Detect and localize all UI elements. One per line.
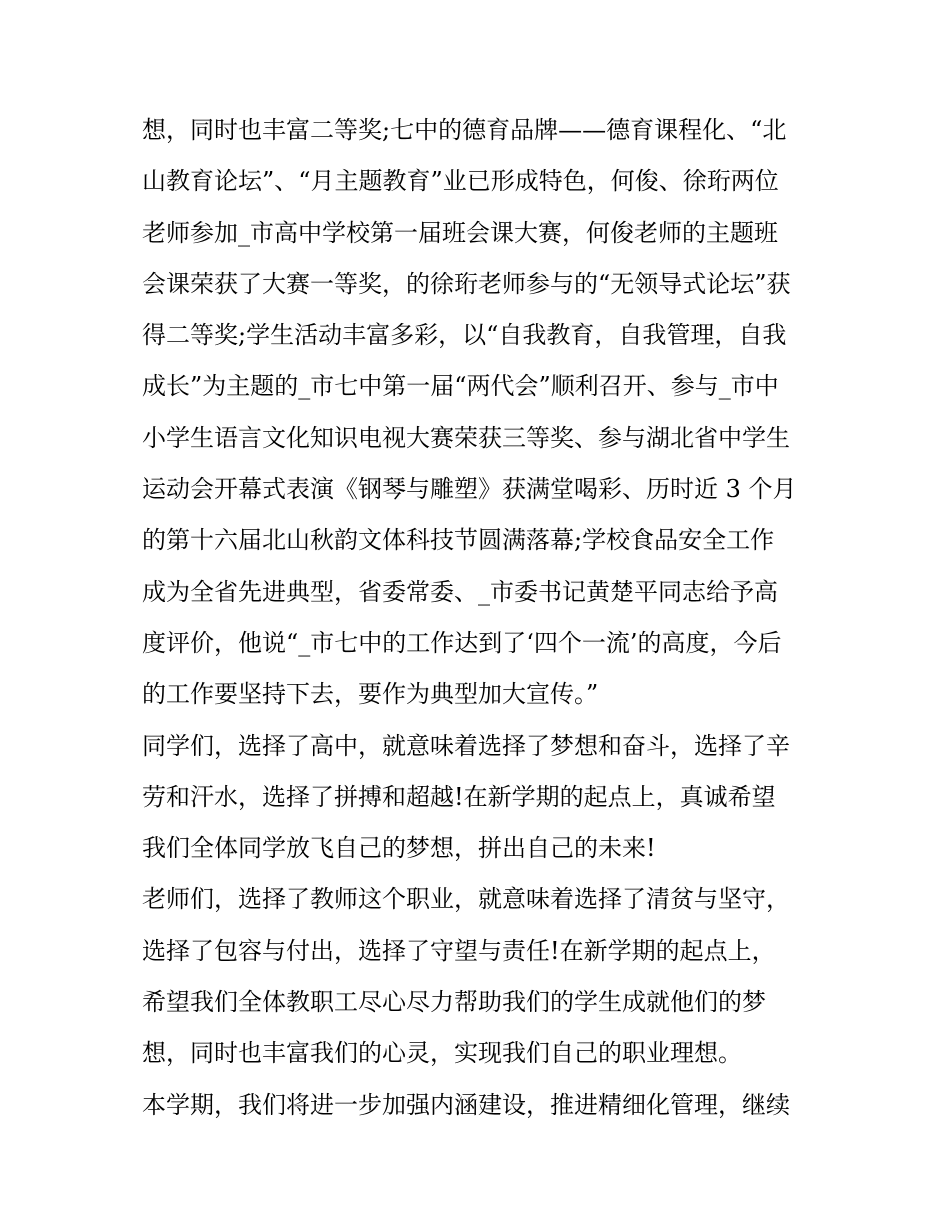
text-line-10: 成为全省先进典型，省委常委、_市委书记黄楚平同志给予高 (142, 577, 778, 606)
text-line-9: 的第十六届北山秋韵文体科技节圆满落幕;学校食品安全工作 (142, 526, 775, 555)
text-line-16: 老师们，选择了教师这个职业，就意味着选择了清贫与坚守， (142, 885, 790, 914)
text-line-17: 选择了包容与付出，选择了守望与责任!在新学期的起点上， (142, 936, 776, 965)
text-line-12: 的工作要坚持下去，要作为典型加大宣传。” (142, 680, 599, 709)
body-text (142, 105, 832, 1131)
text-line-8: 运动会开幕式表演《钢琴与雕塑》获满堂喝彩、历时近 3 个月 (142, 475, 797, 504)
text-line-5: 得二等奖;学生活动丰富多彩，以“自我教育，自我管理，自我 (142, 321, 787, 350)
text-line-3: 老师参加_市高中学校第一届班会课大赛，何俊老师的主题班 (142, 218, 778, 247)
text-line-20: 本学期，我们将进一步加强内涵建设，推进精细化管理，继续 (142, 1090, 790, 1119)
text-line-11: 度评价，他说“_市七中的工作达到了‘四个一流’的高度，今后 (142, 628, 782, 657)
text-line-19: 想，同时也丰富我们的心灵，实现我们自己的职业理想。 (142, 1039, 742, 1068)
text-line-2: 山教育论坛”、“月主题教育”业已形成特色，何俊、徐珩两位 (142, 167, 779, 196)
text-line-7: 小学生语言文化知识电视大赛荣获三等奖、参与湖北省中学生 (142, 423, 790, 452)
text-line-6: 成长”为主题的_市七中第一届“两代会”顺利召开、参与_市中 (142, 372, 779, 401)
text-line-14: 劳和汗水，选择了拼搏和超越!在新学期的起点上，真诚希望 (142, 782, 776, 811)
text-line-18: 希望我们全体教职工尽心尽力帮助我们的学生成就他们的梦 (142, 988, 766, 1017)
text-line-15: 我们全体同学放飞自己的梦想，拼出自己的未来! (142, 834, 656, 863)
text-line-13: 同学们，选择了高中，就意味着选择了梦想和奋斗，选择了辛 (142, 731, 790, 760)
text-line-4: 会课荣获了大赛一等奖，的徐珩老师参与的“无领导式论坛”获 (142, 269, 791, 298)
text-line-1: 想，同时也丰富二等奖;七中的德育品牌——德育课程化、“北 (142, 116, 787, 144)
